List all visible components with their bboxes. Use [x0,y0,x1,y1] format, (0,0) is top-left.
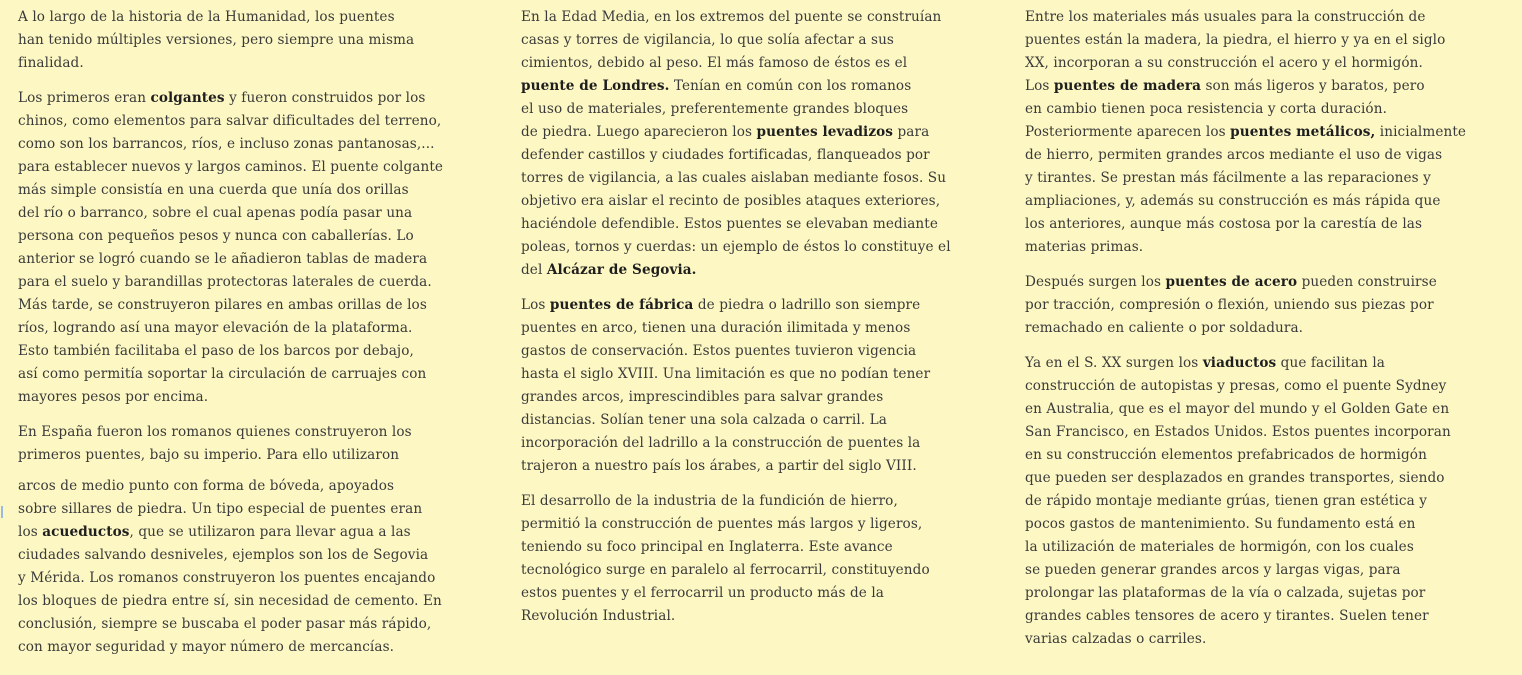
text-run: casas y torres de vigilancia, lo que solía afectar a sus [521,32,895,48]
text-run: Posteriormente aparecen los [1025,124,1231,140]
text-line [521,605,999,628]
text-line [521,340,999,363]
text-line [1025,236,1509,259]
text-line [1025,29,1509,52]
text-run: construcción de autopistas y presas, como el puente Sydney [1025,378,1447,394]
text-line [521,559,999,582]
text-line [18,386,496,409]
bold-term: puentes de madera [1053,78,1202,94]
text-line [521,363,999,386]
text-run: defender castillos y ciudades fortificadas, flanqueados por [521,147,930,163]
text-line [521,536,999,559]
text-run: pueden construirse [1297,274,1437,290]
text-line [1025,317,1509,340]
text-line [18,133,496,156]
text-line [18,202,496,225]
paragraph [18,421,496,467]
text-run: de rápido montaje mediante grúas, tienen gran estética y [1025,493,1428,509]
text-line [18,156,496,179]
text-line [521,98,999,121]
text-line [18,444,496,467]
text-run: En España fueron los romanos quienes construyeron los [18,424,412,440]
text-run: cimientos, debido al peso. El más famoso de éstos es el [521,55,908,71]
text-line [1025,398,1509,421]
text-run: Revolución Industrial. [521,608,676,624]
text-line [1025,421,1509,444]
text-run: poleas, tornos y cuerdas: un ejemplo de éstos lo constituye el [521,239,951,255]
text-line [521,121,999,144]
text-line [521,513,999,536]
text-run: Después surgen los [1025,274,1166,290]
text-line [1025,190,1509,213]
text-run: A lo largo de la historia de la Humanidad, los puentes [18,9,395,25]
text-line [1025,467,1509,490]
text-line [1025,559,1509,582]
text-run: en cambio tienen poca resistencia y corta duración. [1025,101,1387,117]
text-run: de piedra o ladrillo son siempre [693,297,921,313]
text-line [18,87,496,110]
text-line [18,6,496,29]
bold-term: puentes levadizos [756,124,894,140]
text-line [1025,444,1509,467]
text-run: tecnológico surge en paralelo al ferrocarril, constituyendo [521,562,930,578]
text-line [1025,294,1509,317]
text-run: persona con pequeños pesos y nunca con caballerías. Lo [18,228,414,244]
text-line [521,317,999,340]
paragraph [18,87,496,409]
text-line [521,190,999,213]
text-run: por tracción, compresión o flexión, uniendo sus piezas por [1025,297,1434,313]
text-run: prolongar las plataformas de la vía o calzada, sujetas por [1025,585,1426,601]
bold-term: viaductos [1202,355,1277,371]
bold-term: puente de Londres. [521,78,670,94]
text-run: el uso de materiales, preferentemente grandes bloques [521,101,909,117]
text-line [521,432,999,455]
text-line [1025,582,1509,605]
text-column-1 [18,6,496,671]
paragraph [1025,352,1509,651]
text-run: Tenían en común con los romanos [669,78,912,94]
text-run: chinos, como elementos para salvar dificultades del terreno, [18,113,442,129]
text-run: teniendo su foco principal en Inglaterra. Este avance [521,539,893,555]
text-line [1025,605,1509,628]
text-run: estos puentes y el ferrocarril un producto más de la [521,585,884,601]
paragraph [521,490,999,628]
text-run: varias calzadas o carriles. [1025,631,1207,647]
text-run: haciéndole defendible. Estos puentes se elevaban mediante [521,216,938,232]
text-run: San Francisco, en Estados Unidos. Estos puentes incorporan [1025,424,1451,440]
text-run: Los [1025,78,1054,94]
text-line [1025,144,1509,167]
text-run: trajeron a nuestro país los árabes, a partir del siglo VIII. [521,458,917,474]
bold-term: puentes de acero [1165,274,1298,290]
text-run: los anteriores, aunque más costosa por la carestía de las [1025,216,1423,232]
text-line [1025,121,1509,144]
text-run: primeros puentes, bajo su imperio. Para ello utilizaron [18,447,400,463]
text-run: son más ligeros y baratos, pero [1201,78,1425,94]
text-run: anterior se logró cuando se le añadieron tablas de madera [18,251,428,267]
text-run: permitió la construcción de puentes más largos y ligeros, [521,516,923,532]
text-line [521,52,999,75]
text-line [521,29,999,52]
text-line [18,248,496,271]
text-line [1025,352,1509,375]
text-column-3 [1025,6,1509,663]
text-run: para establecer nuevos y largos caminos. El puente colgante [18,159,444,175]
bold-term: colgantes [150,90,225,106]
text-run: finalidad. [18,55,84,71]
text-line [18,475,496,498]
text-line [1025,75,1509,98]
text-run: Ya en el S. XX surgen los [1025,355,1203,371]
text-line [18,590,496,613]
text-line [1025,628,1509,651]
text-run: inicialmente [1375,124,1467,140]
text-line [18,340,496,363]
text-run: puentes en arco, tienen una duración ilimitada y menos [521,320,911,336]
text-line [1025,167,1509,190]
text-run: del río o barranco, sobre el cual apenas podía pasar una [18,205,413,221]
text-run: torres de vigilancia, a las cuales aislaban mediante fosos. Su [521,170,947,186]
text-line [18,421,496,444]
text-run: del [521,262,547,278]
text-line [18,52,496,75]
text-run: grandes cables tensores de acero y tirantes. Suelen tener [1025,608,1429,624]
paragraph [18,6,496,75]
text-line [521,6,999,29]
text-line [18,567,496,590]
text-line [521,409,999,432]
text-run: XX, incorporan a su construcción el acero y el hormigón. [1025,55,1423,71]
text-run: pocos gastos de mantenimiento. Su fundamento está en [1025,516,1416,532]
text-run: remachado en caliente o por soldadura. [1025,320,1304,336]
bold-term: Alcázar de Segovia. [546,262,697,278]
text-column-2 [521,6,999,640]
text-line [1025,6,1509,29]
text-run: hasta el siglo XVIII. Una limitación es que no podían tener [521,366,931,382]
text-run: en Australia, que es el mayor del mundo y el Golden Gate en [1025,401,1450,417]
text-run: ciudades salvando desniveles, ejemplos son los de Segovia [18,547,429,563]
text-run: y Mérida. Los romanos construyeron los puentes encajando [18,570,436,586]
text-run: , que se utilizaron para llevar agua a las [129,524,411,540]
text-line [521,386,999,409]
text-run: de hierro, permiten grandes arcos mediante el uso de vigas [1025,147,1443,163]
text-line [18,636,496,659]
text-run: han tenido múltiples versiones, pero siempre una misma [18,32,415,48]
text-run: de piedra. Luego aparecieron los [521,124,757,140]
bold-term: acueductos [42,524,130,540]
text-line [1025,271,1509,294]
text-run: ampliaciones, y, además su construcción es más rápida que [1025,193,1441,209]
text-run: grandes arcos, imprescindibles para salvar grandes [521,389,884,405]
text-line [18,294,496,317]
text-line [1025,375,1509,398]
text-line [521,455,999,478]
text-run: objetivo era aislar el recinto de posibles ataques exteriores, [521,193,941,209]
text-run: Los primeros eran [18,90,151,106]
text-line [18,179,496,202]
paragraph [521,294,999,478]
text-run: puentes están la madera, la piedra, el hierro y ya en el siglo [1025,32,1446,48]
text-run: Los [521,297,550,313]
text-line [18,225,496,248]
text-line [18,498,496,521]
paragraph [521,6,999,282]
text-run: sobre sillares de piedra. Un tipo especial de puentes eran [18,501,423,517]
text-run: que pueden ser desplazados en grandes transportes, siendo [1025,470,1445,486]
text-run: los [18,524,43,540]
text-line [521,259,999,282]
text-run: Más tarde, se construyeron pilares en ambas orillas de los [18,297,427,313]
text-run: y tirantes. Se prestan más fácilmente a las reparaciones y [1025,170,1431,186]
text-run: para el suelo y barandillas protectoras laterales de cuerda. [18,274,432,290]
text-line [521,236,999,259]
text-run: Entre los materiales más usuales para la construcción de [1025,9,1426,25]
text-line [1025,513,1509,536]
text-line [1025,536,1509,559]
text-run: Esto también facilitaba el paso de los barcos por debajo, [18,343,414,359]
text-run: ríos, logrando así una mayor elevación de la plataforma. [18,320,413,336]
text-line [18,521,496,544]
text-line [1025,490,1509,513]
text-line [521,213,999,236]
bold-term: puentes metálicos, [1230,124,1376,140]
text-line [18,363,496,386]
text-run: materias primas. [1025,239,1144,255]
text-line [521,582,999,605]
text-run: mayores pesos por encima. [18,389,209,405]
text-run: en su construcción elementos prefabricados de hormigón [1025,447,1427,463]
text-run: En la Edad Media, en los extremos del puente se construían [521,9,942,25]
text-line [18,544,496,567]
text-run: los bloques de piedra entre sí, sin necesidad de cemento. En [18,593,442,609]
text-run: que facilitan la [1276,355,1385,371]
text-run: distancias. Solían tener una sola calzada o carril. La [521,412,887,428]
text-line [521,167,999,190]
text-line [18,271,496,294]
text-line [18,613,496,636]
paragraph [1025,271,1509,340]
text-line [521,75,999,98]
text-line [18,317,496,340]
text-run: El desarrollo de la industria de la fundición de hierro, [521,493,898,509]
paragraph [18,475,496,659]
text-run: conclusión, siempre se buscaba el poder pasar más rápido, [18,616,432,632]
paragraph [1025,6,1509,259]
bold-term: puentes de fábrica [549,297,694,313]
text-line [1025,98,1509,121]
text-run: como son los barrancos, ríos, e incluso zonas pantanosas,... [18,136,435,152]
text-run: arcos de medio punto con forma de bóveda, apoyados [18,478,395,494]
text-run: más simple consistía en una cuerda que unía dos orillas [18,182,409,198]
text-run: se pueden generar grandes arcos y largas vigas, para [1025,562,1401,578]
text-line [18,29,496,52]
text-line [521,144,999,167]
text-cursor-marker [1,506,3,518]
text-line [1025,213,1509,236]
text-line [521,490,999,513]
text-run: para [893,124,930,140]
text-run: así como permitía soportar la circulación de carruajes con [18,366,427,382]
text-line [521,294,999,317]
text-run: incorporación del ladrillo a la construcción de puentes la [521,435,921,451]
text-run: la utilización de materiales de hormigón, con los cuales [1025,539,1414,555]
text-line [18,110,496,133]
text-run: con mayor seguridad y mayor número de mercancías. [18,639,395,655]
text-run: gastos de conservación. Estos puentes tuvieron vigencia [521,343,917,359]
text-line [1025,52,1509,75]
text-run: y fueron construidos por los [224,90,426,106]
